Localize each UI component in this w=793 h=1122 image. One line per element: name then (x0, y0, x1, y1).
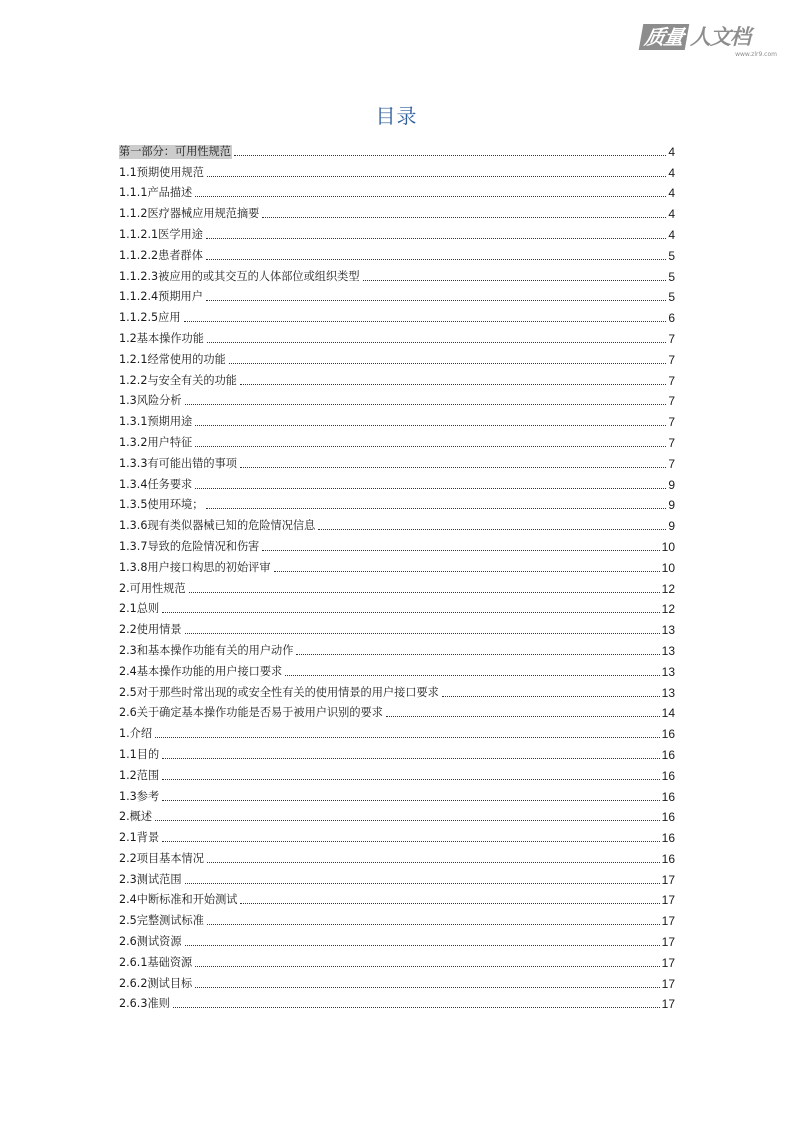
toc-entry-page: 7 (668, 435, 675, 450)
toc-entry-page: 7 (668, 394, 675, 409)
toc-entry[interactable] (119, 284, 675, 305)
logo-wordmark (641, 24, 781, 50)
toc-entry-page: 5 (668, 248, 675, 263)
toc-entry-label: 1.3参考 (119, 789, 160, 803)
toc-dot-leader (206, 300, 666, 301)
toc-entry[interactable] (119, 575, 675, 596)
toc-entry[interactable] (119, 887, 675, 908)
toc-dot-leader (162, 612, 659, 613)
toc-entry-page: 16 (661, 831, 675, 846)
toc-dot-leader (185, 945, 660, 946)
toc-entry-page: 13 (661, 643, 675, 658)
toc-dot-leader (229, 363, 667, 364)
toc-entry[interactable] (119, 783, 675, 804)
logo-box-text: 质量 (639, 24, 690, 50)
toc-dot-leader (207, 176, 666, 177)
toc-dot-leader (386, 716, 660, 717)
toc-entry-label: 第一部分：可用性规范 (119, 144, 231, 158)
toc-entry[interactable] (119, 346, 675, 367)
toc-entry-page: 12 (661, 602, 675, 617)
toc-dot-leader (240, 384, 666, 385)
toc-dot-leader (234, 155, 666, 156)
toc-entry-label: 2.4基本操作功能的用户接口要求 (119, 664, 283, 678)
toc-entry-label: 1.1.2医疗器械应用规范摘要 (119, 207, 260, 221)
toc-entry[interactable] (119, 450, 675, 471)
toc-dot-leader (207, 924, 660, 925)
toc-entry[interactable] (119, 616, 675, 637)
toc-dot-leader (162, 758, 659, 759)
toc-entry-label: 1.3.1预期用途 (119, 415, 193, 429)
toc-entry[interactable] (119, 408, 675, 429)
toc-dot-leader (207, 862, 660, 863)
toc-entry-label: 1.3.3有可能出错的事项 (119, 456, 237, 470)
toc-entry-page: 4 (668, 186, 675, 201)
toc-entry-label: 2.可用性规范 (119, 581, 186, 595)
toc-entry-page: 17 (661, 935, 675, 950)
toc-dot-leader (162, 779, 659, 780)
toc-entry-page: 16 (661, 851, 675, 866)
logo-text: 人文档 (690, 25, 750, 49)
toc-entry-label: 1.1目的 (119, 747, 160, 761)
toc-entry[interactable] (119, 928, 675, 949)
toc-entry-page: 16 (661, 727, 675, 742)
toc-entry-label: 2.3和基本操作功能有关的用户动作 (119, 643, 294, 657)
toc-entry[interactable] (119, 304, 675, 325)
toc-entry[interactable] (119, 700, 675, 721)
page-title: 目录 (375, 104, 418, 128)
toc-entry-label: 1.1.2.2患者群体 (119, 248, 203, 262)
toc-dot-leader (189, 592, 660, 593)
toc-entry-page: 10 (661, 560, 675, 575)
toc-entry-label: 1.1.2.4预期用户 (119, 290, 203, 304)
toc-entry-page: 13 (661, 685, 675, 700)
toc-dot-leader (195, 425, 666, 426)
toc-entry-page: 16 (661, 747, 675, 762)
toc-entry-label: 2.1背景 (119, 831, 160, 845)
toc-dot-leader (274, 571, 660, 572)
toc-entry-page: 7 (668, 373, 675, 388)
toc-entry[interactable] (119, 679, 675, 700)
toc-entry-page: 17 (661, 914, 675, 929)
toc-entry[interactable] (119, 138, 675, 159)
toc-entry-page: 14 (661, 706, 675, 721)
toc-dot-leader (240, 467, 666, 468)
toc-entry-label: 1.2.1经常使用的功能 (119, 352, 226, 366)
toc-entry[interactable] (119, 824, 675, 845)
toc-entry-page: 5 (668, 290, 675, 305)
toc-entry-label: 1.3.7导致的危险情况和伤害 (119, 539, 260, 553)
toc-entry-label: 2.6.1基础资源 (119, 955, 193, 969)
toc-entry[interactable] (119, 970, 675, 991)
toc-entry-page: 4 (668, 165, 675, 180)
toc-dot-leader (363, 280, 667, 281)
toc-entry[interactable] (119, 845, 675, 866)
toc-entry[interactable] (119, 512, 675, 533)
toc-entry-label: 1.3.4任务要求 (119, 477, 193, 491)
toc-entry[interactable] (119, 907, 675, 928)
toc-entry-label: 2.6关于确定基本操作功能是否易于被用户识别的要求 (119, 706, 383, 720)
toc-entry[interactable] (119, 804, 675, 825)
toc-entry-page: 17 (661, 997, 675, 1012)
toc-entry-label: 1.1预期使用规范 (119, 165, 204, 179)
toc-dot-leader (240, 903, 659, 904)
toc-entry-page: 16 (661, 810, 675, 825)
toc-dot-leader (155, 737, 660, 738)
toc-dot-leader (206, 238, 666, 239)
toc-entry[interactable] (119, 533, 675, 554)
toc-entry[interactable] (119, 991, 675, 1012)
toc-entry-page: 17 (661, 955, 675, 970)
toc-entry-page: 13 (661, 664, 675, 679)
toc-entry-label: 1.3.5使用环境； (119, 498, 204, 512)
toc-entry[interactable] (119, 221, 675, 242)
toc-entry[interactable] (119, 949, 675, 970)
logo-url: www.zlr9.com (735, 51, 777, 58)
toc-entry-label: 1.3.6现有类似器械已知的危险情况信息 (119, 519, 316, 533)
toc-entry-page: 7 (668, 415, 675, 430)
toc-dot-leader (442, 696, 660, 697)
toc-entry[interactable] (119, 658, 675, 679)
toc-entry-page: 9 (668, 498, 675, 513)
toc-entry-label: 1.1.2.5应用 (119, 311, 181, 325)
toc-entry[interactable] (119, 741, 675, 762)
toc-entry-page: 13 (661, 623, 675, 638)
toc-entry[interactable] (119, 367, 675, 388)
toc-entry[interactable] (119, 492, 675, 513)
toc-entry-page: 9 (668, 519, 675, 534)
toc-entry[interactable] (119, 596, 675, 617)
toc-entry-label: 2.1总则 (119, 602, 160, 616)
toc-entry-label: 2.5对于那些时常出现的或安全性有关的使用情景的用户接口要求 (119, 685, 439, 699)
toc-entry-page: 10 (661, 539, 675, 554)
toc-entry-label: 1.2.2与安全有关的功能 (119, 373, 237, 387)
toc-entry-page: 12 (661, 581, 675, 596)
toc-entry-label: 1.1.1产品描述 (119, 186, 193, 200)
toc-entry-page: 17 (661, 872, 675, 887)
toc-entry-label: 2.6.3准则 (119, 997, 170, 1011)
toc-entry[interactable] (119, 180, 675, 201)
toc-entry-page: 5 (668, 269, 675, 284)
site-logo (641, 24, 781, 64)
toc-entry[interactable] (119, 429, 675, 450)
toc-entry-label: 1.2基本操作功能 (119, 331, 204, 345)
toc-dot-leader (285, 675, 659, 676)
toc-entry[interactable] (119, 637, 675, 658)
toc-entry-label: 1.3风险分析 (119, 394, 182, 408)
toc-entry[interactable] (119, 388, 675, 409)
toc-entry-page: 16 (661, 768, 675, 783)
toc-entry-page: 4 (668, 144, 675, 159)
toc-entry-label: 1.介绍 (119, 727, 153, 741)
toc-dot-leader (185, 404, 667, 405)
toc-dot-leader (195, 966, 659, 967)
toc-dot-leader (207, 342, 666, 343)
toc-entry-page: 16 (661, 789, 675, 804)
toc-entry-label: 1.3.8用户接口构思的初始评审 (119, 560, 271, 574)
toc-entry[interactable] (119, 325, 675, 346)
toc-dot-leader (195, 446, 666, 447)
toc-entry-page: 7 (668, 352, 675, 367)
toc-entry-label: 2.2项目基本情况 (119, 851, 204, 865)
toc-entry-label: 2.3测试范围 (119, 872, 182, 886)
toc-entry[interactable] (119, 242, 675, 263)
toc-entry-label: 2.6测试资源 (119, 935, 182, 949)
toc-dot-leader (173, 1007, 660, 1008)
toc-dot-leader (206, 259, 666, 260)
toc-entry[interactable] (119, 200, 675, 221)
toc-entry-label: 2.4中断标准和开始测试 (119, 893, 238, 907)
toc-dot-leader (195, 196, 666, 197)
toc-entry-label: 1.3.2用户特征 (119, 435, 193, 449)
toc-entry[interactable] (119, 471, 675, 492)
toc-dot-leader (206, 508, 666, 509)
toc-dot-leader (195, 987, 659, 988)
toc-entry-page: 9 (668, 477, 675, 492)
toc-entry-label: 2.6.2测试目标 (119, 976, 193, 990)
toc-entry-label: 2.2使用情景 (119, 623, 182, 637)
table-of-contents (119, 138, 675, 1011)
toc-entry-label: 2.5完整测试标准 (119, 914, 204, 928)
toc-entry-label: 1.1.2.3被应用的或其交互的人体部位或组织类型 (119, 269, 360, 283)
toc-dot-leader (185, 633, 660, 634)
toc-entry-label: 1.1.2.1医学用途 (119, 227, 203, 241)
toc-dot-leader (195, 488, 666, 489)
toc-dot-leader (318, 529, 666, 530)
toc-dot-leader (155, 820, 660, 821)
toc-dot-leader (296, 654, 659, 655)
toc-dot-leader (162, 800, 659, 801)
toc-dot-leader (184, 321, 667, 322)
toc-entry-page: 4 (668, 227, 675, 242)
toc-entry-page: 17 (661, 976, 675, 991)
toc-entry[interactable] (119, 762, 675, 783)
toc-dot-leader (162, 841, 659, 842)
toc-entry-page: 4 (668, 207, 675, 222)
toc-entry[interactable] (119, 263, 675, 284)
toc-dot-leader (262, 217, 666, 218)
toc-entry-label: 1.2范围 (119, 768, 160, 782)
toc-entry-page: 6 (668, 311, 675, 326)
toc-entry-page: 7 (668, 456, 675, 471)
toc-dot-leader (262, 550, 659, 551)
toc-entry[interactable] (119, 554, 675, 575)
toc-entry-label: 2.概述 (119, 810, 153, 824)
toc-entry[interactable] (119, 159, 675, 180)
toc-entry-page: 7 (668, 331, 675, 346)
toc-entry-page: 17 (661, 893, 675, 908)
toc-dot-leader (185, 883, 660, 884)
toc-entry[interactable] (119, 866, 675, 887)
toc-entry[interactable] (119, 720, 675, 741)
